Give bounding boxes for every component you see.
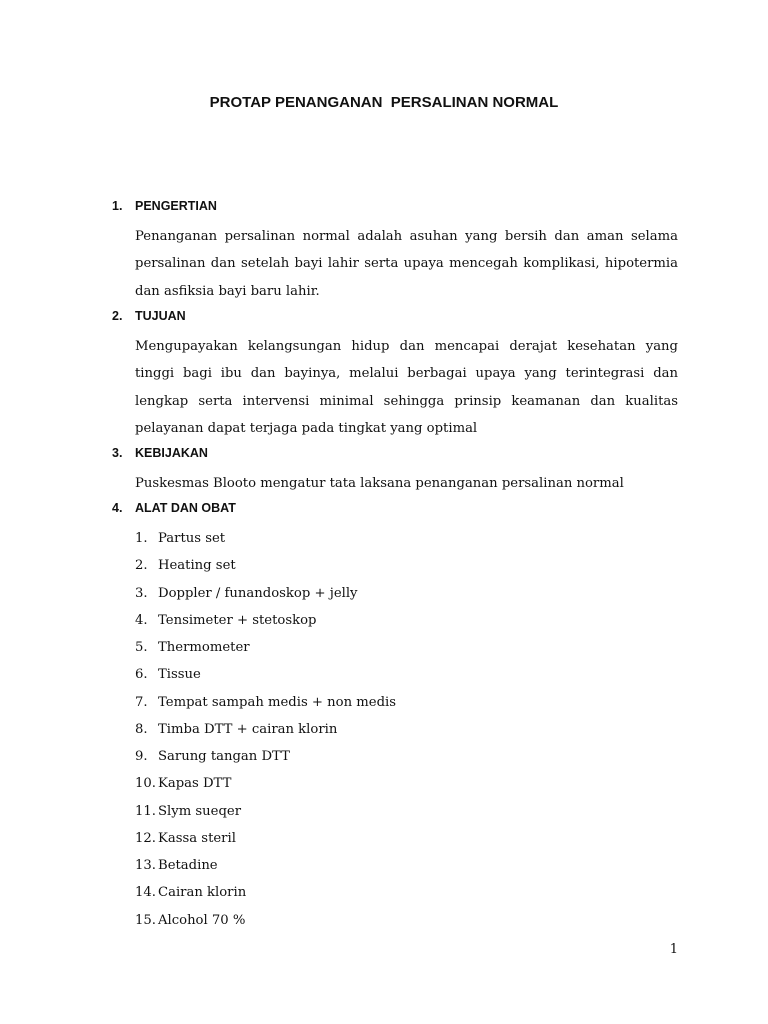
list-item-number: 14. bbox=[135, 885, 156, 901]
section-number: 1. bbox=[112, 199, 123, 213]
list-item-label: Partus set bbox=[158, 531, 226, 546]
section-title: ALAT DAN OBAT bbox=[135, 501, 236, 515]
list-item bbox=[135, 607, 678, 634]
section-heading bbox=[112, 498, 678, 525]
list-item-label: Sarung tangan DTT bbox=[158, 749, 290, 764]
list-item bbox=[135, 907, 678, 934]
section-heading bbox=[112, 306, 678, 333]
list-item-number: 6. bbox=[135, 667, 148, 683]
section-alat-dan-obat bbox=[112, 498, 678, 934]
list-item-label: Slym sueqer bbox=[158, 803, 242, 819]
list-item bbox=[135, 798, 678, 825]
list-item bbox=[135, 716, 678, 743]
list-item bbox=[135, 525, 678, 552]
list-item bbox=[135, 580, 678, 607]
list-item-label: Betadine bbox=[158, 858, 218, 873]
list-item bbox=[135, 770, 678, 797]
list-item-label: Tensimeter + stetoskop bbox=[158, 612, 317, 628]
list-item-label: Kapas DTT bbox=[158, 776, 232, 792]
list-item-number: 2. bbox=[135, 558, 148, 574]
section-paragraph: Mengupayakan kelangsungan hidup dan mencapai derajat kesehatan yang tinggi bagi ibu dan bayinya, melalui berbagai upaya yang terintegrasi dan lengkap serta intervensi minimal sehingga prinsip keamanan dan kualitas pelayanan dapat terjaga pada tingkat yang optimal bbox=[135, 339, 678, 436]
list-item-label: Tissue bbox=[158, 667, 201, 683]
list-item-label: Heating set bbox=[158, 558, 236, 574]
section-heading bbox=[112, 196, 678, 223]
equipment-list bbox=[135, 525, 678, 934]
list-item-label: Thermometer bbox=[158, 640, 250, 655]
section-heading bbox=[112, 443, 678, 470]
list-item-number: 15. bbox=[135, 912, 156, 928]
list-item-number: 10. bbox=[135, 776, 156, 792]
section-number: 3. bbox=[112, 446, 123, 460]
section-pengertian bbox=[112, 196, 678, 305]
list-item-number: 3. bbox=[135, 585, 148, 601]
list-item bbox=[135, 743, 678, 770]
list-item-number: 4. bbox=[135, 612, 148, 628]
section-kebijakan bbox=[112, 443, 678, 497]
section-number: 4. bbox=[112, 501, 123, 515]
section-number: 2. bbox=[112, 309, 123, 323]
list-item-label: Tempat sampah medis + non medis bbox=[158, 694, 397, 710]
section-paragraph: Penanganan persalinan normal adalah asuhan yang bersih dan aman selama persalinan dan setelah bayi lahir serta upaya mencegah komplikasi, hipotermia dan asfiksia bayi baru lahir. bbox=[135, 229, 678, 299]
list-item bbox=[135, 689, 678, 716]
list-item-label: Doppler / funandoskop + jelly bbox=[158, 585, 358, 601]
section-tujuan bbox=[112, 306, 678, 442]
section-title: PENGERTIAN bbox=[135, 199, 217, 213]
section-title: TUJUAN bbox=[135, 309, 186, 323]
list-item-label: Timba DTT + cairan klorin bbox=[158, 721, 338, 737]
section-paragraph: Puskesmas Blooto mengatur tata laksana penanganan persalinan normal bbox=[135, 476, 624, 491]
document-title: PROTAP PENANGANAN PERSALINAN NORMAL bbox=[209, 94, 559, 111]
list-item-number: 5. bbox=[135, 640, 148, 655]
list-item-number: 11. bbox=[135, 803, 156, 819]
list-item-label: Kassa steril bbox=[158, 830, 236, 846]
list-item-number: 1. bbox=[135, 531, 148, 546]
list-item-number: 8. bbox=[135, 721, 148, 737]
section-title: KEBIJAKAN bbox=[135, 446, 208, 460]
list-item-number: 9. bbox=[135, 749, 148, 764]
list-item-label: Cairan klorin bbox=[158, 885, 247, 901]
list-item bbox=[135, 852, 678, 879]
list-item bbox=[135, 634, 678, 661]
list-item bbox=[135, 552, 678, 579]
list-item bbox=[135, 825, 678, 852]
list-item-number: 13. bbox=[135, 858, 156, 873]
list-item bbox=[135, 661, 678, 688]
list-item-number: 7. bbox=[135, 694, 148, 710]
page-number: 1 bbox=[669, 942, 678, 957]
list-item-label: Alcohol 70 % bbox=[158, 912, 246, 928]
list-item-number: 12. bbox=[135, 830, 156, 846]
list-item bbox=[135, 879, 678, 906]
